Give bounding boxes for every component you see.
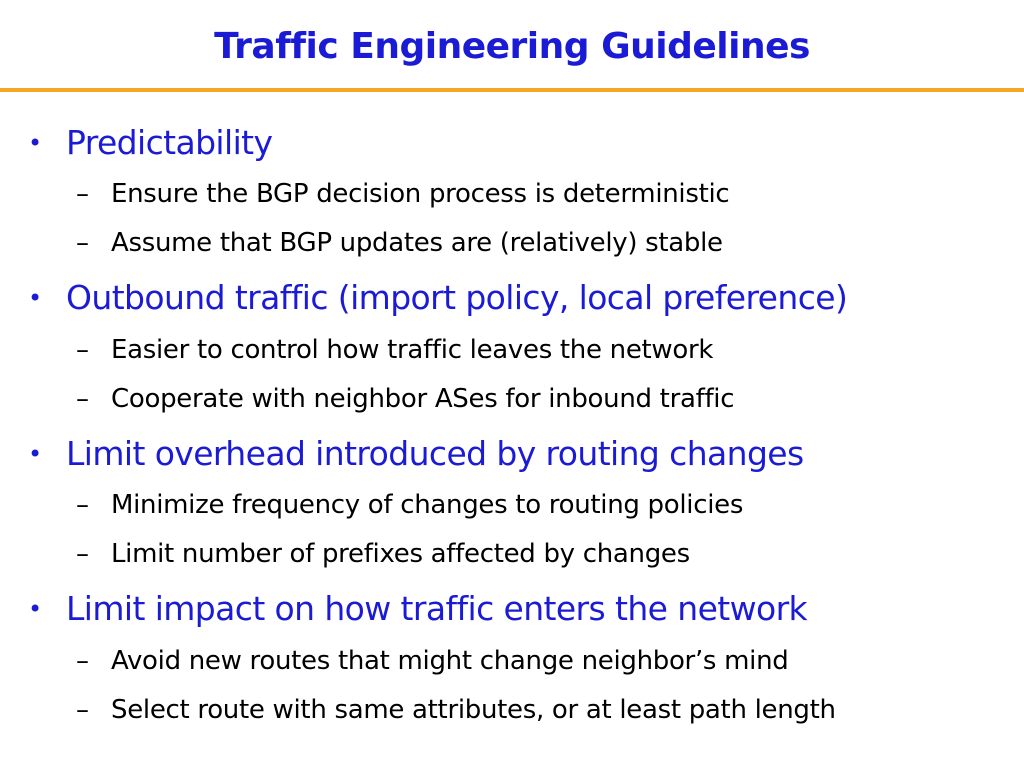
dash-icon: – xyxy=(76,335,89,365)
bullet-heading: Outbound traffic (import policy, local preference) xyxy=(66,278,848,317)
sub-bullet-text: Limit number of prefixes affected by changes xyxy=(111,539,690,569)
dash-icon: – xyxy=(76,695,89,725)
sub-bullet-text: Cooperate with neighbor ASes for inbound traffic xyxy=(111,384,735,414)
bullet-icon: • xyxy=(28,595,43,623)
sub-bullet-text: Avoid new routes that might change neighbor’s mind xyxy=(111,646,789,676)
dash-icon: – xyxy=(76,384,89,414)
dash-icon: – xyxy=(76,490,89,520)
bullet-heading: Limit overhead introduced by routing changes xyxy=(66,434,804,473)
bullet-icon: • xyxy=(28,284,43,312)
bullet-heading: Predictability xyxy=(66,123,273,162)
dash-icon: – xyxy=(76,228,89,258)
dash-icon: – xyxy=(76,179,89,209)
sub-bullet-text: Ensure the BGP decision process is deterministic xyxy=(111,179,730,209)
sub-bullet-text: Easier to control how traffic leaves the network xyxy=(111,335,714,365)
dash-icon: – xyxy=(76,646,89,676)
bullet-icon: • xyxy=(28,129,43,157)
bullet-heading: Limit impact on how traffic enters the network xyxy=(66,589,808,628)
dash-icon: – xyxy=(76,539,89,569)
sub-bullet-text: Minimize frequency of changes to routing policies xyxy=(111,490,744,520)
sub-bullet-text: Assume that BGP updates are (relatively) stable xyxy=(111,228,723,258)
slide-title: Traffic Engineering Guidelines xyxy=(214,26,810,67)
title-divider xyxy=(0,88,1024,92)
sub-bullet-text: Select route with same attributes, or at least path length xyxy=(111,695,836,725)
bullet-icon: • xyxy=(28,440,43,468)
